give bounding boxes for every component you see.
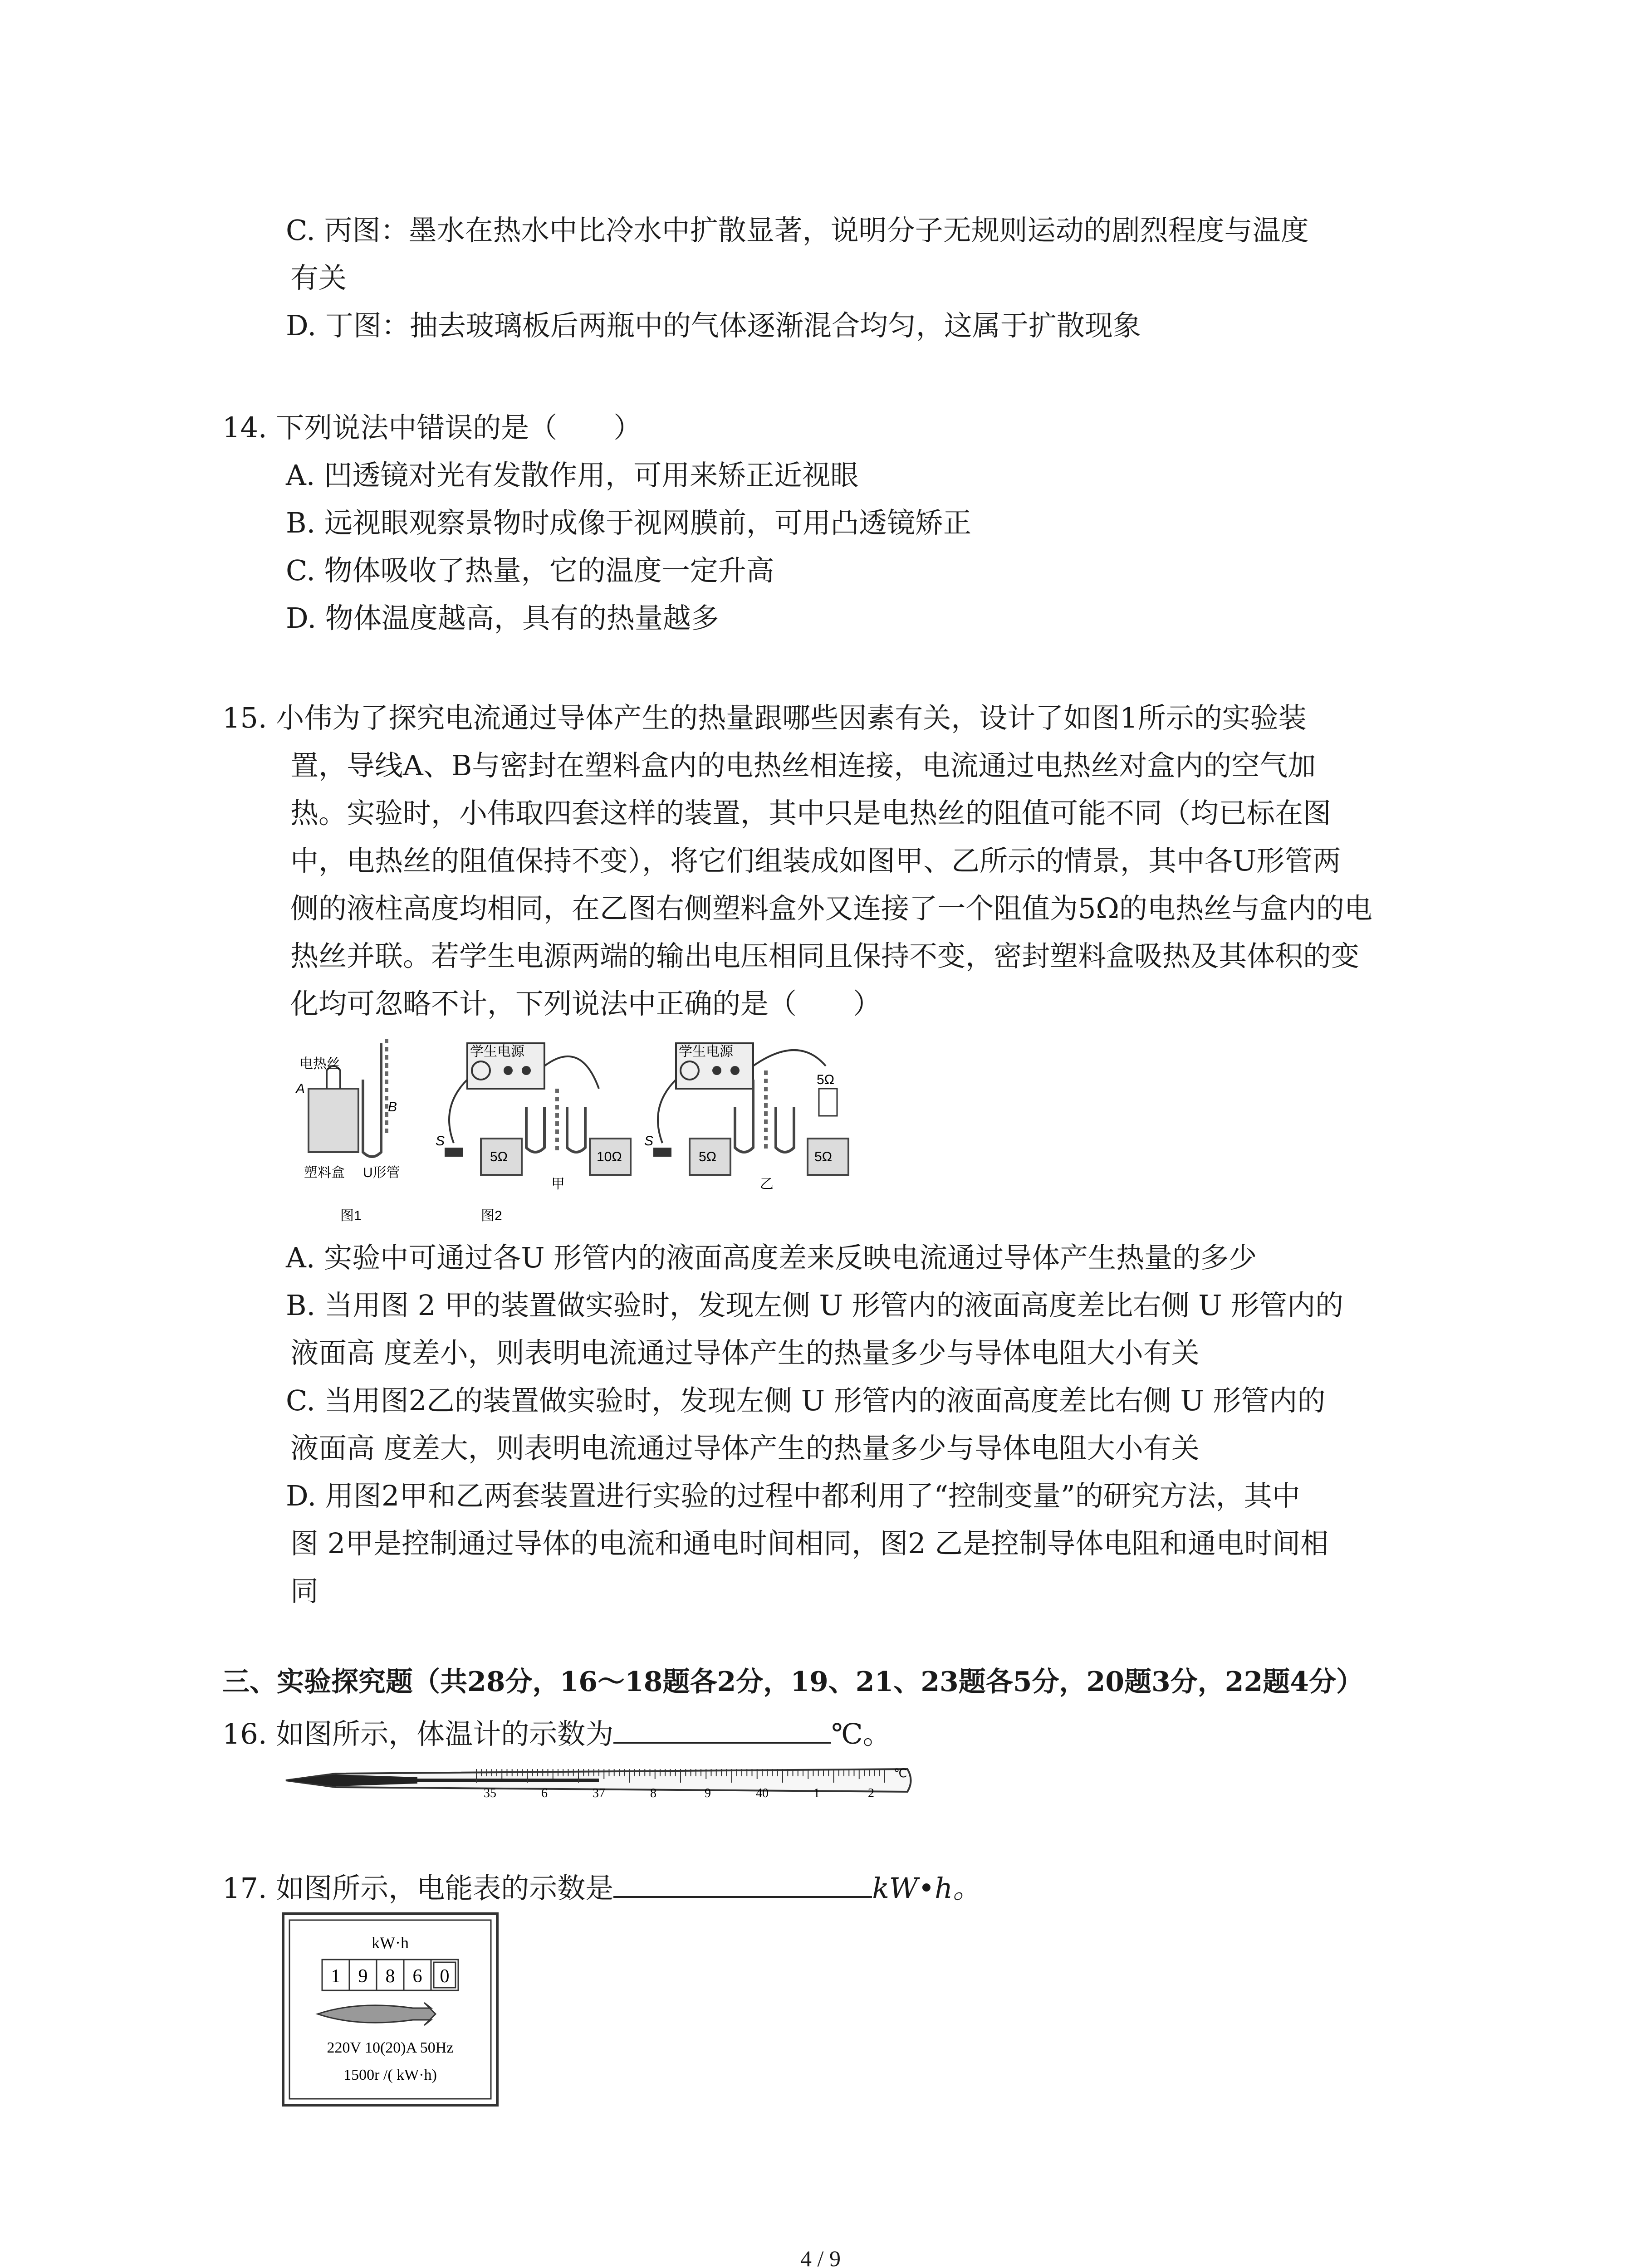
- terminal-icon: [504, 1066, 513, 1075]
- power-supply-label: 学生电源: [679, 1044, 733, 1059]
- q15-apparatus-figure: [290, 1025, 935, 1229]
- electric-meter-figure: [281, 1912, 499, 2107]
- meter-digit: 8: [385, 1966, 395, 1987]
- terminal-icon: [522, 1066, 531, 1075]
- plastic-box-icon: [309, 1089, 358, 1152]
- figure2-yi-group: [644, 1043, 848, 1192]
- q17-answer-blank[interactable]: [613, 1869, 872, 1898]
- q16-prefix: 16. 如图所示，体温计的示数为: [222, 1717, 614, 1750]
- q14-option-b: B. 远视眼观察景物时成像于视网膜前，可用凸透镜矫正: [286, 506, 971, 539]
- thermometer-tick-label: 8: [650, 1786, 656, 1800]
- thermometer-figure: [281, 1755, 916, 1805]
- label-a: A: [296, 1081, 305, 1096]
- q15-option-b-line1: B. 当用图 2 甲的装置做实验时，发现左侧 U 形管内的液面高度差比右侧 U 形管内的: [286, 1289, 1344, 1322]
- q17-prefix: 17. 如图所示，电能表的示数是: [222, 1872, 614, 1905]
- resistor-yi-left: 5Ω: [699, 1149, 717, 1164]
- q13-option-c-line2: 有关: [290, 261, 347, 294]
- q14-option-a: A. 凹透镜对光有发散作用，可用来矫正近视眼: [286, 459, 859, 492]
- meter-digit-display: [322, 1960, 458, 1990]
- q14-option-c: C. 物体吸收了热量，它的温度一定升高: [286, 554, 774, 587]
- power-supply-label: 学生电源: [470, 1044, 524, 1059]
- q14-option-d: D. 物体温度越高，具有的热量越多: [286, 601, 719, 635]
- q15-option-d-line2: 图 2甲是控制通过导体的电流和通电时间相同，图2 乙是控制导体电阻和通电时间相: [290, 1527, 1329, 1560]
- q13-option-c-line1: C. 丙图：墨水在热水中比冷水中扩散显著，说明分子无规则运动的剧烈程度与温度: [286, 214, 1309, 247]
- page-number: 4 / 9: [800, 2246, 841, 2268]
- external-resistor-label: 5Ω: [817, 1072, 835, 1087]
- q15-stem-line7: 化均可忽略不计，下列说法中正确的是（ ）: [290, 987, 882, 1020]
- external-resistor-icon: [819, 1089, 837, 1116]
- q14-stem: 14. 下列说法中错误的是（ ）: [222, 411, 642, 444]
- heater-label: 电热丝: [299, 1056, 340, 1071]
- label-b: B: [388, 1100, 397, 1114]
- switch-icon: [445, 1148, 463, 1157]
- thermometer-tick-label: 1: [813, 1786, 820, 1800]
- q13-option-d: D. 丁图：抽去玻璃板后两瓶中的气体逐渐混合均匀，这属于扩散现象: [286, 309, 1141, 342]
- figure2-jia-group: [436, 1043, 631, 1223]
- u-tube-icon: [363, 1043, 381, 1157]
- q17-stem: [222, 1869, 981, 1906]
- meter-unit-label: kW·h: [372, 1934, 409, 1952]
- q15-stem-line1: 15. 小伟为了探究电流通过导体产生的热量跟哪些因素有关，设计了如图1所示的实验装: [222, 701, 1307, 734]
- q17-suffix: kW•h。: [872, 1872, 981, 1905]
- switch-label: S: [436, 1134, 445, 1149]
- q15-option-d-line1: D. 用图2甲和乙两套装置进行实验的过程中都利用了“控制变量”的研究方法，其中: [286, 1479, 1300, 1512]
- q15-stem-line2: 置，导线A、B与密封在塑料盒内的电热丝相连接，电流通过电热丝对盒内的空气加: [290, 749, 1316, 782]
- thermometer-tick-label: 40: [756, 1786, 769, 1800]
- meter-rating: 220V 10(20)A 50Hz: [327, 2039, 454, 2056]
- q15-stem-line3: 热。实验时，小伟取四套这样的装置，其中只是电热丝的阻值可能不同（均已标在图: [290, 797, 1332, 830]
- yi-label: 乙: [760, 1177, 774, 1192]
- q15-option-b-line2: 液面高 度差小，则表明电流通过导体产生的热量多少与导体电阻大小有关: [290, 1336, 1200, 1369]
- switch-icon: [653, 1148, 671, 1157]
- switch-label: S: [644, 1134, 654, 1149]
- meter-digit: 0: [440, 1966, 450, 1987]
- meter-revolutions: 1500r /( kW·h): [343, 2067, 437, 2083]
- q15-option-a: A. 实验中可通过各U 形管内的液面高度差来反映电流通过导体产生热量的多少: [286, 1241, 1257, 1274]
- thermometer-tick-label: 6: [541, 1786, 548, 1800]
- q15-option-c-line2: 液面高 度差大，则表明电流通过导体产生的热量多少与导体电阻大小有关: [290, 1432, 1200, 1465]
- u-tube-jia-right: [567, 1107, 585, 1152]
- meter-digit: 6: [412, 1966, 422, 1987]
- u-tube-label: U形管: [363, 1165, 400, 1180]
- thermometer-tick-label: 9: [705, 1786, 711, 1800]
- figure2-caption: 图2: [481, 1208, 502, 1223]
- q15-stem-line4: 中，电热丝的阻值保持不变），将它们组装成如图甲、乙所示的情景，其中各U形管两: [290, 844, 1341, 877]
- jia-label: 甲: [551, 1177, 565, 1192]
- resistor-jia-left: 5Ω: [490, 1149, 508, 1164]
- q16-stem: [222, 1715, 891, 1751]
- figure1-group: [295, 1039, 400, 1223]
- section-3-heading: 三、实验探究题（共28分，16～18题各2分，19、21、23题各5分，20题3分，22题4分）: [222, 1666, 1363, 1698]
- q16-answer-blank[interactable]: [613, 1715, 831, 1744]
- q15-stem-line6: 热丝并联。若学生电源两端的输出电压相同且保持不变，密封塑料盒吸热及其体积的变: [290, 939, 1360, 973]
- resistor-yi-right: 5Ω: [814, 1149, 833, 1164]
- meter-digit: 1: [331, 1966, 341, 1987]
- plastic-box-label: 塑料盒: [304, 1165, 345, 1180]
- q15-stem-line5: 侧的液柱高度均相同，在乙图右侧塑料盒外又连接了一个阻值为5Ω的电热丝与盒内的电: [290, 892, 1372, 925]
- thermometer-tick-label: 35: [484, 1786, 496, 1800]
- meter-digit: 9: [358, 1966, 368, 1987]
- resistor-jia-right: 10Ω: [597, 1149, 622, 1164]
- q15-option-c-line1: C. 当用图2乙的装置做实验时，发现左侧 U 形管内的液面高度差比右侧 U 形管内的: [286, 1384, 1326, 1417]
- q15-option-d-line3: 同: [290, 1574, 319, 1608]
- thermometer-tick-label: 2: [868, 1786, 874, 1800]
- u-tube-jia-left: [526, 1107, 544, 1152]
- figure1-caption: 图1: [340, 1208, 362, 1223]
- q16-suffix: ℃。: [831, 1717, 891, 1750]
- thermometer-tick-label: 37: [593, 1786, 605, 1800]
- thermometer-unit: ℃: [894, 1767, 907, 1780]
